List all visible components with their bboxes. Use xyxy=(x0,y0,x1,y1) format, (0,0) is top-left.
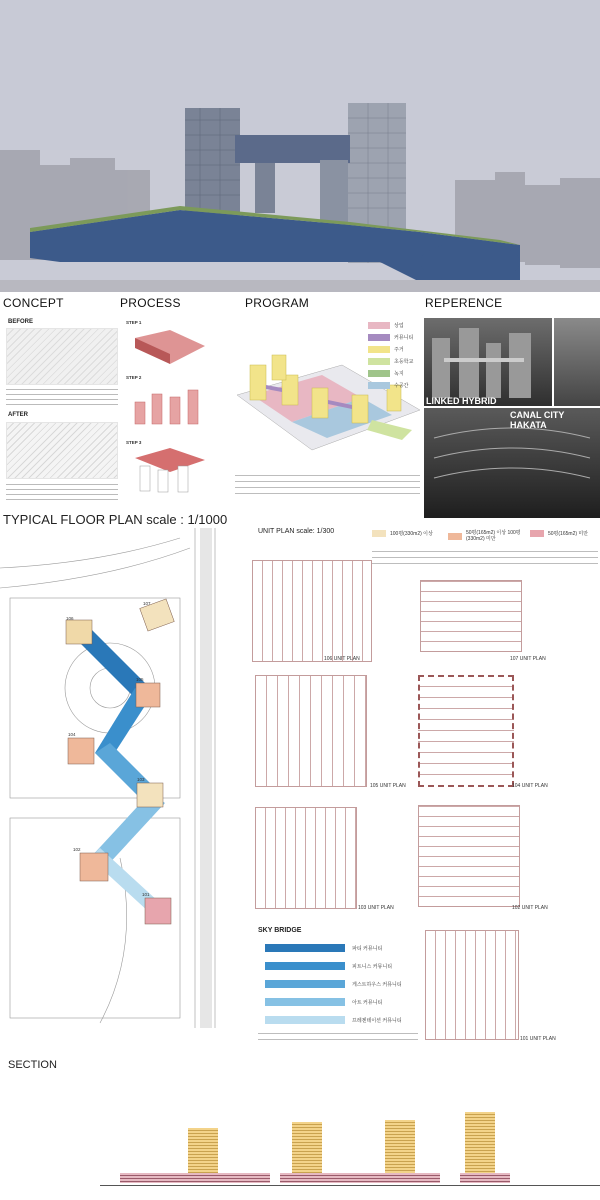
legend-label: 50평(165m2) 미만 xyxy=(548,531,589,537)
unit-plan-101-caption: 101 UNIT PLAN xyxy=(520,1036,556,1042)
reference-photo-side xyxy=(554,318,600,406)
plan-label-104: 104 xyxy=(68,732,76,737)
program-heading: PROGRAM xyxy=(245,296,310,310)
process-step3-drawing xyxy=(130,448,210,498)
process-step1-label: STEP 1 xyxy=(126,320,142,325)
reference-photo1-svg xyxy=(424,318,552,406)
unit-plan-101 xyxy=(425,930,519,1040)
legend-label: 녹지 xyxy=(394,371,404,377)
unit-plan-102-caption: 102 UNIT PLAN xyxy=(512,905,548,911)
legend-label: 상업 xyxy=(394,323,404,329)
program-legend-item xyxy=(368,346,404,353)
plan-label-106: 106 xyxy=(66,616,74,621)
sky-bridge-label: 게스트하우스 커뮤니티 xyxy=(352,982,402,988)
sky-bridge-label: 프레젠테이션 커뮤니티 xyxy=(352,1018,402,1024)
site-plan-svg xyxy=(0,528,245,1028)
process-step2-label: STEP 2 xyxy=(126,375,142,380)
concept-before-drawing xyxy=(6,328,118,385)
legend-label: 커뮤니티 xyxy=(394,335,414,341)
legend-swatch xyxy=(368,322,390,329)
reference-caption-linked-hybrid: LINKED HYBRID xyxy=(426,396,497,406)
hero-rendering xyxy=(0,0,600,292)
legend-swatch xyxy=(368,334,390,341)
reference-photo-linked-hybrid xyxy=(424,318,552,406)
sky-bridge-description xyxy=(258,1028,418,1040)
concept-before-text xyxy=(6,385,118,409)
legend-swatch xyxy=(368,346,390,353)
unit-plan-105-caption: 105 UNIT PLAN xyxy=(370,783,406,789)
process-step2-drawing xyxy=(130,382,210,432)
section-podium xyxy=(120,1173,270,1183)
unit-plan-104-caption: 104 UNIT PLAN xyxy=(512,783,548,789)
program-axonometric xyxy=(232,350,422,460)
sky-bridge-bar xyxy=(265,1016,345,1024)
legend-swatch xyxy=(448,533,462,540)
sky-bridge-bar xyxy=(265,944,345,952)
concept-heading: CONCEPT xyxy=(3,296,64,310)
sky-bridge-bar xyxy=(265,998,345,1006)
legend-label: 100평(330m2) 이상 xyxy=(390,531,433,537)
section-heading: SECTION xyxy=(8,1059,57,1071)
section-podium xyxy=(460,1173,510,1183)
section-tower xyxy=(292,1122,322,1173)
program-legend-item xyxy=(368,382,409,389)
typical-floor-plan-heading: TYPICAL FLOOR PLAN scale : 1/1000 xyxy=(3,512,228,527)
unit-plan-107 xyxy=(420,580,522,652)
unit-plan-102 xyxy=(418,805,520,907)
unit-legend-item xyxy=(530,530,588,537)
legend-swatch xyxy=(530,530,544,537)
section-tower xyxy=(385,1120,415,1173)
process-step3-svg xyxy=(130,448,210,498)
unit-plan-106-caption: 106 UNIT PLAN xyxy=(324,656,360,662)
site-plan xyxy=(0,528,245,1028)
section-drawing xyxy=(100,1100,600,1192)
unit-plan-107-caption: 107 UNIT PLAN xyxy=(510,656,546,662)
section-tower xyxy=(188,1128,218,1173)
sky-bridge-label: 피트니스 커뮤니티 xyxy=(352,964,393,970)
legend-label: 50평(165m2) 이상 100평(330m2) 미만 xyxy=(466,530,521,542)
unit-plan-103-caption: 103 UNIT PLAN xyxy=(358,905,394,911)
program-legend-item xyxy=(368,358,413,365)
reference-heading: REPERENCE xyxy=(425,296,503,310)
sky-bridge-label: 파티 커뮤니티 xyxy=(352,946,383,952)
legend-swatch xyxy=(372,530,386,537)
program-legend-item xyxy=(368,334,413,341)
sky-bridge-bar xyxy=(265,980,345,988)
plan-label-107: 107 xyxy=(143,601,151,606)
legend-label: 주거 xyxy=(394,347,404,353)
plan-label-103: 103 xyxy=(137,777,145,782)
concept-after-text xyxy=(6,480,118,504)
section-podium xyxy=(280,1173,440,1183)
sky-bridge-bar xyxy=(265,962,345,970)
legend-label: 수공간 xyxy=(394,383,409,389)
concept-before-label: BEFORE xyxy=(8,319,34,325)
section-tower xyxy=(465,1112,495,1173)
legend-swatch xyxy=(368,370,390,377)
legend-label: 초등학교 xyxy=(394,359,414,365)
section-ground-line xyxy=(100,1185,600,1186)
sky-bridge-heading: SKY BRIDGE xyxy=(258,927,302,934)
unit-plan-description xyxy=(372,546,598,568)
sky-bridge-label: 아트 커뮤니티 xyxy=(352,1000,383,1006)
unit-legend-item xyxy=(372,530,433,537)
concept-after-label: AFTER xyxy=(8,412,28,418)
plan-label-102: 102 xyxy=(73,847,81,852)
process-step1-drawing xyxy=(130,328,210,368)
unit-legend-item xyxy=(448,530,526,542)
process-step1-svg xyxy=(130,328,210,368)
process-step3-label: STEP 3 xyxy=(126,440,142,445)
program-description xyxy=(235,470,420,498)
program-axonometric-svg xyxy=(232,350,422,460)
program-legend-item xyxy=(368,370,404,377)
program-legend-item xyxy=(368,322,404,329)
legend-swatch xyxy=(368,382,390,389)
legend-swatch xyxy=(368,358,390,365)
unit-plan-106 xyxy=(252,560,372,662)
process-step2-svg xyxy=(130,382,210,432)
unit-plan-105 xyxy=(255,675,367,787)
unit-plan-103 xyxy=(255,807,357,909)
unit-plan-104 xyxy=(418,675,514,787)
reference-caption-canal-city: CANAL CITY HAKATA xyxy=(510,410,565,430)
plan-label-105: 105 xyxy=(136,677,144,682)
process-heading: PROCESS xyxy=(120,296,181,310)
concept-after-drawing xyxy=(6,422,118,479)
unit-plan-scale-heading: UNIT PLAN scale: 1/300 xyxy=(258,528,335,535)
plan-label-101: 101 xyxy=(142,892,150,897)
hero-rendering-svg xyxy=(0,0,600,292)
